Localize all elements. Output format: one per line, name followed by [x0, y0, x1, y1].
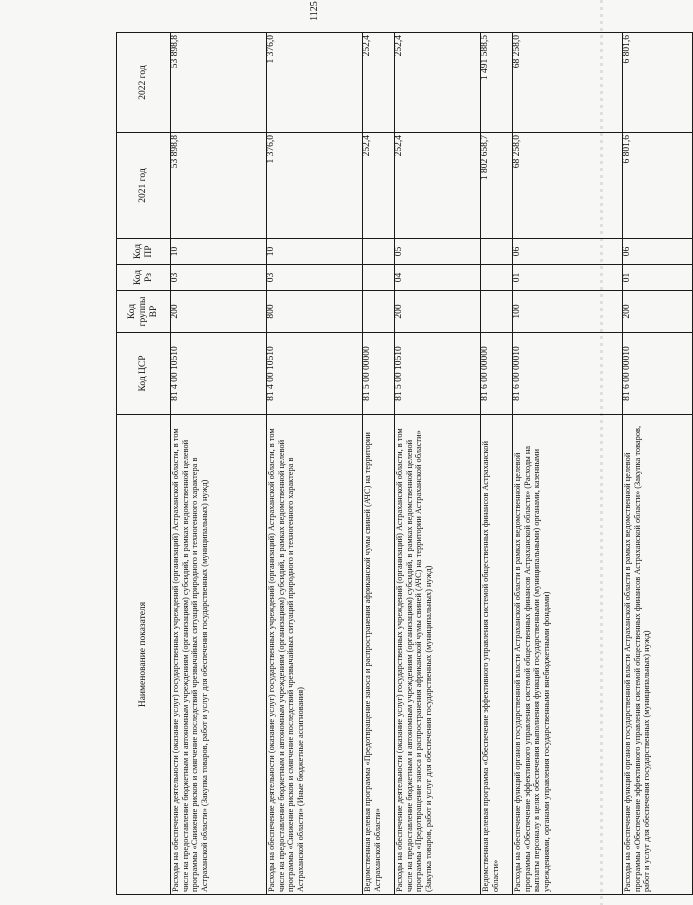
row-vr: 200 — [395, 291, 481, 333]
row-2022: 53 898,8 — [171, 33, 267, 133]
row-rz: 04 — [395, 265, 481, 291]
row-2021: 53 898,8 — [171, 133, 267, 239]
row-2022: 6 801,6 — [623, 33, 693, 133]
header-name: Наименование показателя — [117, 415, 171, 895]
row-name: Ведомственная целевая программа «Обеспечение эффективного управления системой общественных финансов Астраханской области» — [481, 415, 513, 895]
row-name: Расходы на обеспечение деятельности (оказание услуг) государственных учреждений (организаций) Астраханской области, в том числе на предоставление бюджетным и автономным учреждениям (организациям) субсидий, в рамках ведомственной целевой программы «Предотвращение заноса и распространения африканской чумы свиней (АЧС) на территории Астраханской области» (Закупка товаров, работ и услуг для обеспечения государственных (муниципальных) нужд) — [395, 415, 481, 895]
header-vr: Код группы ВР — [117, 291, 171, 333]
row-pr: 10 — [171, 239, 267, 265]
row-pr: 06 — [623, 239, 693, 265]
row-vr: 200 — [171, 291, 267, 333]
row-vr — [363, 291, 395, 333]
row-rz — [481, 265, 513, 291]
rotated-table-container — [116, 33, 652, 895]
header-pr: Код ПР — [117, 239, 171, 265]
row-csr: 81 5 00 10510 — [395, 333, 481, 415]
row-vr: 800 — [267, 291, 363, 333]
table-row — [267, 33, 363, 895]
table-row — [395, 33, 481, 895]
row-name: Расходы на обеспечение деятельности (оказание услуг) государственных учреждений (организаций) Астраханской области, в том числе на предоставление бюджетным и автономным учреждениям (организациям) субсидий, в рамках ведомственной целевой программы «Снижение рисков и смягчение последствий чрезвычайных ситуаций природного и техногенного характера в Астраханской области» (Закупка товаров, работ и услуг для обеспечения государственных (муниципальных) нужд) — [171, 415, 267, 895]
table-row — [513, 33, 623, 895]
row-csr: 81 6 00 00010 — [513, 333, 623, 415]
row-2021: 1 376,0 — [267, 133, 363, 239]
row-name: Расходы на обеспечение функций органов государственной власти Астраханской области в рамках ведомственной целевой программы «Обеспечение эффективного управления системой общественных финансов Астраханской области» (Расходы на выплаты персоналу в целях обеспечения выполнения функций государственными (муниципальными) органами, казенными учреждениями, органами управления государственными внебюджетными фондами) — [513, 415, 623, 895]
row-rz: 03 — [267, 265, 363, 291]
row-name: Расходы на обеспечение деятельности (оказание услуг) государственных учреждений (организаций) Астраханской области, в том числе на предоставление бюджетным и автономным учреждениям (организациям) субсидий, в рамках ведомственной целевой программы «Снижение рисков и смягчение последствий чрезвычайных ситуаций природного и техногенного характера в Астраханской области» (Иные бюджетные ассигнования) — [267, 415, 363, 895]
row-2022: 1 376,0 — [267, 33, 363, 133]
row-csr: 81 4 00 10510 — [267, 333, 363, 415]
row-2022: 1 491 588,5 — [481, 33, 513, 133]
row-csr: 81 4 00 10510 — [171, 333, 267, 415]
row-name: Расходы на обеспечение функций органов государственной власти Астраханской области в рамках ведомственной целевой программы «Обеспечение эффективного управления системой общественных финансов Астраханской области» (Закупка товаров, работ и услуг для обеспечения государственных (муниципальных) нужд) — [623, 415, 693, 895]
row-rz — [363, 265, 395, 291]
table-row — [171, 33, 267, 895]
row-name: Ведомственная целевая программа «Предотвращение заноса и распространения африканской чумы свиней (АЧС) на территории Астраханской области» — [363, 415, 395, 895]
row-2022: 252,4 — [395, 33, 481, 133]
row-pr: 10 — [267, 239, 363, 265]
row-2021: 252,4 — [395, 133, 481, 239]
row-pr — [363, 239, 395, 265]
row-vr — [481, 291, 513, 333]
row-pr: 05 — [395, 239, 481, 265]
row-csr: 81 5 00 00000 — [363, 333, 395, 415]
row-2021: 6 801,6 — [623, 133, 693, 239]
table-row — [481, 33, 513, 895]
row-csr: 81 6 00 00000 — [481, 333, 513, 415]
row-pr: 06 — [513, 239, 623, 265]
header-2022: 2022 год — [117, 33, 171, 133]
row-csr: 81 6 00 00010 — [623, 333, 693, 415]
row-pr — [481, 239, 513, 265]
table-row — [623, 33, 693, 895]
row-2021: 1 802 658,7 — [481, 133, 513, 239]
header-csr: Код ЦСР — [117, 333, 171, 415]
row-rz: 01 — [513, 265, 623, 291]
page-number: 1125 — [309, 1, 320, 21]
row-rz: 01 — [623, 265, 693, 291]
row-2022: 68 258,0 — [513, 33, 623, 133]
budget-table — [116, 32, 693, 895]
row-vr: 100 — [513, 291, 623, 333]
row-2022: 252,4 — [363, 33, 395, 133]
table-row — [363, 33, 395, 895]
header-2021: 2021 год — [117, 133, 171, 239]
header-rz: Код Рз — [117, 265, 171, 291]
row-rz: 03 — [171, 265, 267, 291]
row-vr: 200 — [623, 291, 693, 333]
header-row — [117, 33, 171, 895]
row-2021: 68 258,0 — [513, 133, 623, 239]
row-2021: 252,4 — [363, 133, 395, 239]
